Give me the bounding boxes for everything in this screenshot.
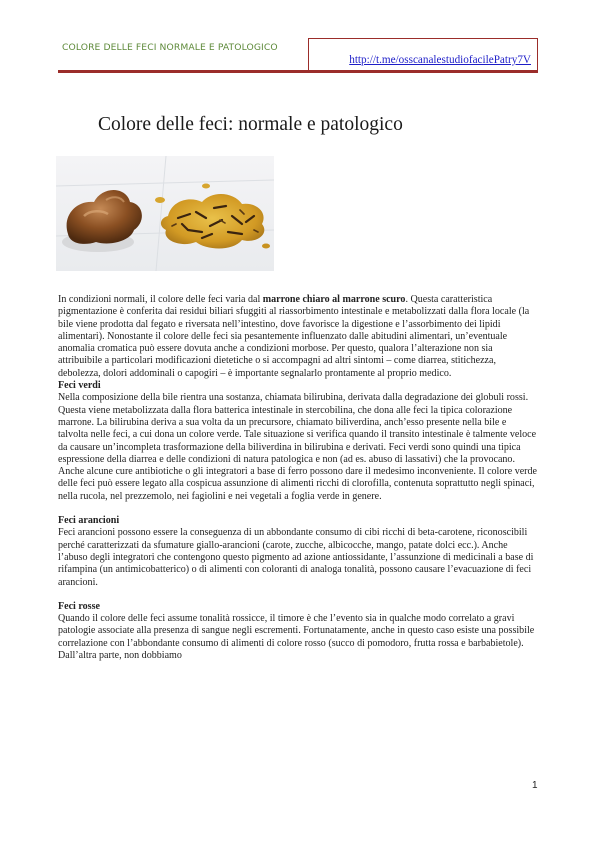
intro-text-end: . Questa caratteristica pigmentazione è conferita dai residui biliari sfuggiti al riassorbimento intestinale e metabolizzati dalla flora locale (la bile viene prodotta dal fegato e riversata nell’intestino, dove favorisce la digestione e l’assorbimento dei lipidi alimentari). Nonostante il colore delle feci sia pesantemente influenzato dalle abitudini alimentari, un’eventuale anomalia cromatica può essere dovuta anche a condizioni morbose. Per questo, qualora l’alterazione non sia attribuibile a particolari modificazioni dietetiche o si accompagni ad altri sintomi – come diarrea, stitichezza, debolezza, dolori addominali o capogiri – è importante segnalarlo prontamente al proprio medico.	[58, 294, 530, 379]
stool-illustration	[56, 156, 274, 271]
intro-text-start: In condizioni normali, il colore delle feci varia dal	[58, 294, 263, 305]
intro-bold-text: marrone chiaro al marrone scuro	[262, 294, 406, 305]
page-title: Colore delle feci: normale e patologico	[98, 114, 403, 135]
header-divider	[58, 70, 538, 73]
intro-paragraph	[58, 294, 538, 380]
article-body	[58, 294, 538, 662]
section-text-orange: Feci arancioni possono essere la conseguenza di un abbondante consumo di cibi ricchi di beta-carotene, riconoscibili perché caratterizzati da sfumature giallo-arancioni (carote, zucche, albicocche, mango, patate dolci ecc.). Anche l’abuso degli integratori che contengono questo pigmento ad azione antiossidante, l’assunzione di medicinali a base di rifampina (un antimicobatterico) o di alimenti con coloranti di analoga tonalità, possono causare l’evacuazione di feci arancioni.	[58, 527, 534, 588]
paragraph-gap	[58, 589, 538, 601]
section-heading-red: Feci rosse	[58, 600, 100, 612]
paragraph-gap	[58, 503, 538, 515]
header-document-title: COLORE DELLE FECI NORMALE E PATOLOGICO	[62, 42, 278, 53]
section-heading-orange: Feci arancioni	[58, 515, 120, 527]
page-number: 1	[532, 780, 538, 791]
section-text-red: Quando il colore delle feci assume tonalità rossicce, il timore è che l’evento sia in qualche modo correlato a gravi patologie associate alla presenza di sangue negli escrementi. Fortunatamente, anche in questo caso esiste una possibile correlazione con l’abbondante consumo di alimenti di colore rosso (succo di pomodoro, frutta rossa e barbabietole). Dall’altra parte, non dobbiamo	[58, 613, 535, 662]
section-text-green: Nella composizione della bile rientra una sostanza, chiamata bilirubina, derivata dalla degradazione dei globuli rossi. Questa viene metabolizzata dalla flora batterica intestinale in stercobilina, che dona alle feci la tipica colorazione marrone. La bilirubina deriva a sua volta da un precursore, chiamato biliverdina, anch’esso presente nella bile e talvolta nelle feci, a cui dona un colore verde. Tale situazione si verifica quando il transito intestinale è talmente veloce da causare un’incompleta trasformazione della biliverdina in bilirubina e derivati. Feci verdi sono quindi una tipica espressione della diarrea e delle condizioni di natura patologica e non (ad es. abuso di lassativi) che la provocano. Anche alcune cure antibiotiche o gli integratori a base di ferro possono dare il medesimo inconveniente. Il colore verde delle feci può essere legato alla cospicua assunzione di alimenti ricchi di clorofilla, contenuta soprattutto negli spinaci, nella rucola, nel prezzemolo, nei fagiolini e nei vegetali a foglia verde in genere.	[58, 392, 538, 502]
header-link-box	[308, 38, 538, 70]
section-heading-green: Feci verdi	[58, 380, 101, 392]
illustration-image	[56, 156, 274, 271]
telegram-link[interactable]: http://t.me/osscanalestudiofacilePatry7V	[349, 54, 531, 66]
